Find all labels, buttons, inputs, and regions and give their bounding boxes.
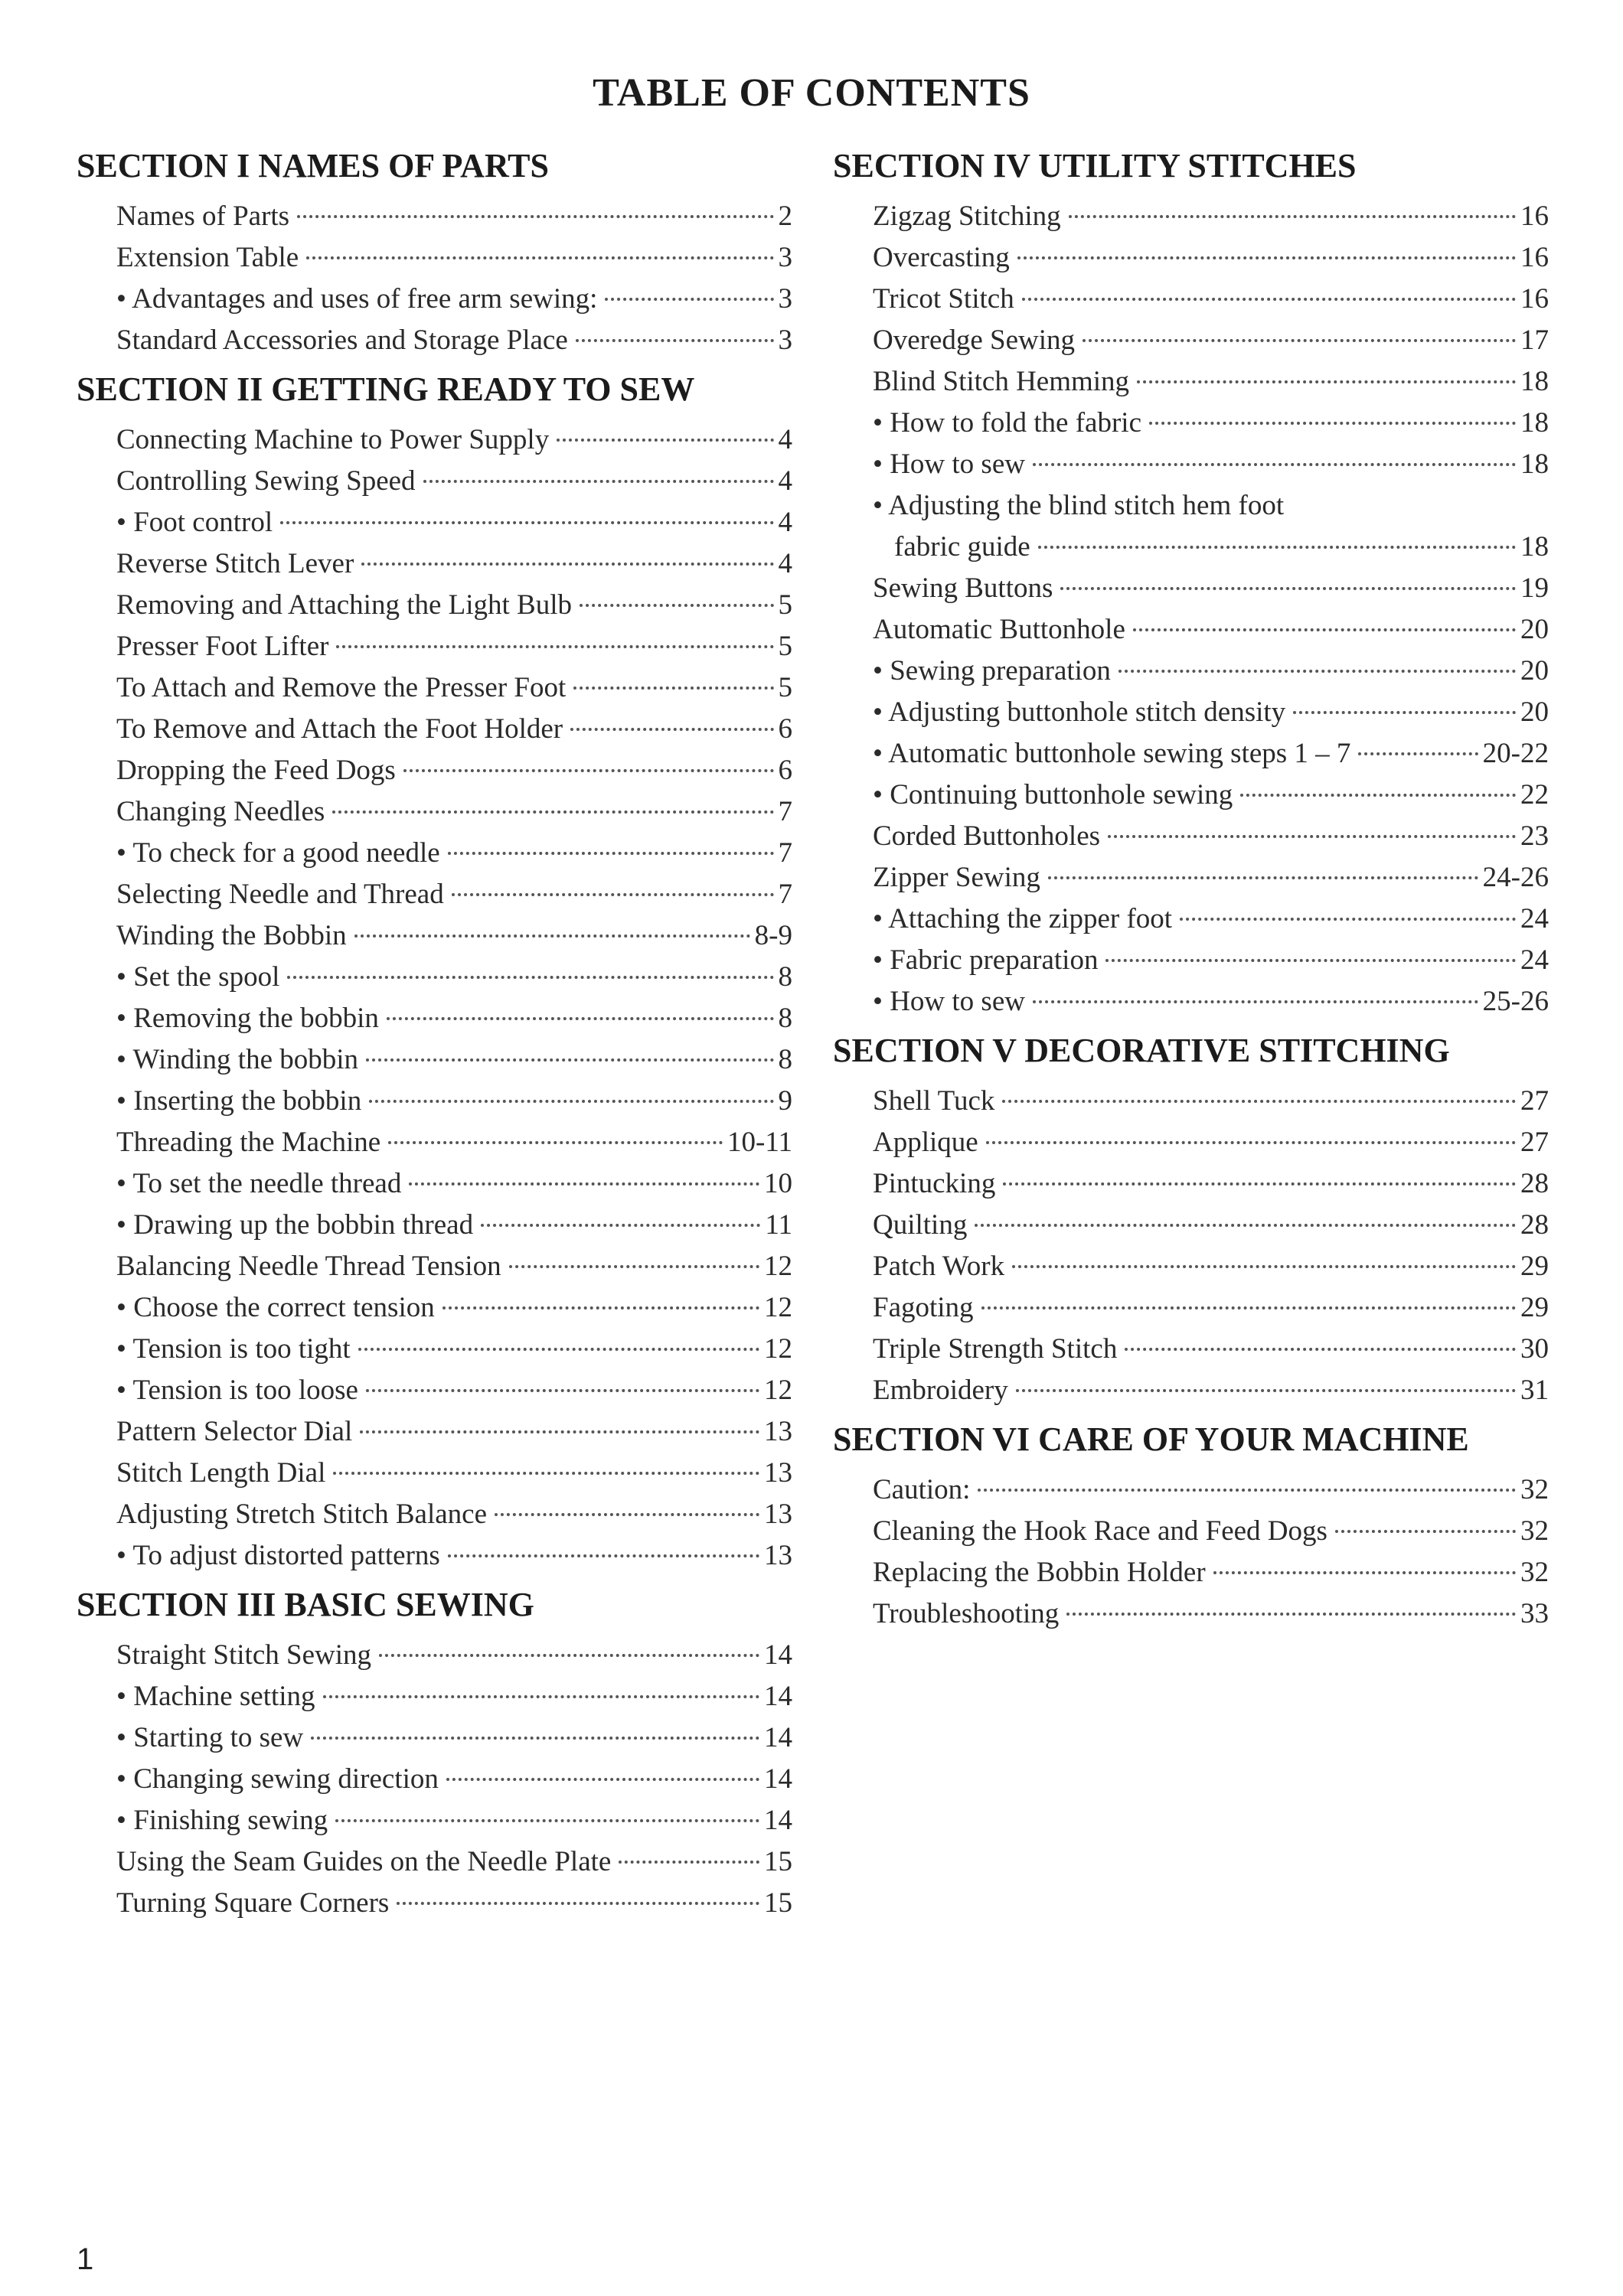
toc-entry[interactable] (77, 1759, 792, 1800)
toc-entry-page: 14 (764, 1763, 792, 1795)
dot-leader (1060, 587, 1516, 590)
dot-leader (1033, 1000, 1478, 1003)
toc-entry-page: 4 (778, 507, 792, 538)
toc-entry-label: Extension Table (116, 242, 299, 273)
page-title: TABLE OF CONTENTS (593, 71, 1030, 115)
toc-entry[interactable] (77, 1081, 792, 1122)
dot-leader (358, 1348, 759, 1351)
toc-entry-label: Patch Work (873, 1251, 1005, 1282)
toc-entry[interactable] (833, 1593, 1549, 1635)
toc-entry[interactable] (833, 1329, 1549, 1370)
toc-entry-label: Straight Stitch Sewing (116, 1639, 371, 1671)
dot-leader (1003, 1182, 1516, 1186)
toc-entry[interactable] (833, 1246, 1549, 1287)
toc-entry[interactable] (77, 1411, 792, 1453)
toc-entry-label: Standard Accessories and Storage Place (116, 325, 568, 356)
toc-entry-page: 32 (1520, 1515, 1549, 1547)
toc-entry[interactable] (833, 1081, 1549, 1122)
dot-leader (369, 1100, 773, 1103)
toc-entry-page: 5 (778, 631, 792, 662)
toc-entry[interactable] (77, 1535, 792, 1577)
dot-leader (409, 1182, 759, 1186)
toc-entry-label: Using the Seam Guides on the Needle Plate (116, 1846, 612, 1877)
toc-entry-label: Applique (873, 1127, 978, 1158)
toc-entry-label: Sewing Buttons (873, 572, 1053, 604)
dot-leader (306, 256, 773, 259)
toc-entry[interactable] (833, 1469, 1549, 1511)
toc-entry-label: Presser Foot Lifter (116, 631, 329, 662)
toc-entry-page: 27 (1520, 1085, 1549, 1117)
toc-entry-label: Pattern Selector Dial (116, 1416, 353, 1447)
toc-entry-page: 31 (1520, 1375, 1549, 1406)
toc-entry[interactable] (77, 1370, 792, 1411)
toc-entry[interactable] (77, 998, 792, 1039)
dot-leader (1002, 1100, 1516, 1103)
toc-entry-label: Blind Stitch Hemming (873, 366, 1130, 397)
toc-left-column (77, 145, 792, 1924)
toc-entry-label: Changing Needles (116, 796, 325, 827)
toc-entry[interactable] (833, 1511, 1549, 1552)
dot-leader (297, 215, 773, 218)
toc-entry-page: 3 (778, 325, 792, 356)
dot-leader (387, 1017, 774, 1020)
toc-entry-page: 29 (1520, 1251, 1549, 1282)
dot-leader (448, 852, 774, 855)
toc-entry-page: 20 (1520, 655, 1549, 687)
toc-entry[interactable] (77, 750, 792, 791)
toc-entry-page: 20 (1520, 614, 1549, 645)
toc-entry-page: 20-22 (1482, 738, 1549, 769)
toc-entry-label: • Changing sewing direction (116, 1763, 439, 1795)
toc-entry[interactable] (77, 1039, 792, 1081)
toc-entry-page: 32 (1520, 1557, 1549, 1588)
dot-leader (1335, 1530, 1516, 1533)
toc-entry-label: To Remove and Attach the Foot Holder (116, 713, 563, 745)
dot-leader (360, 1430, 759, 1433)
toc-entry-page: 8 (778, 1003, 792, 1034)
toc-entry[interactable] (833, 196, 1549, 237)
toc-entry-label: • Foot control (116, 507, 273, 538)
toc-entry-label: fabric guide (894, 531, 1030, 563)
toc-entry-label: Adjusting Stretch Stitch Balance (116, 1499, 487, 1530)
dot-leader (332, 810, 773, 814)
toc-entry-page: 4 (778, 465, 792, 497)
dot-leader (1358, 752, 1478, 755)
dot-leader (1066, 1613, 1516, 1616)
toc-entry[interactable] (833, 775, 1549, 816)
toc-entry[interactable] (833, 568, 1549, 609)
dot-leader (509, 1265, 759, 1268)
toc-entry[interactable] (77, 833, 792, 874)
toc-entry[interactable] (77, 1800, 792, 1841)
toc-entry-label: • How to fold the fabric (873, 407, 1141, 439)
toc-entry-label: Zigzag Stitching (873, 201, 1061, 232)
toc-entry-label: Automatic Buttonhole (873, 614, 1125, 645)
dot-leader (978, 1489, 1516, 1492)
dot-leader (1149, 422, 1516, 425)
toc-entry-page: 13 (764, 1499, 792, 1530)
dot-leader (1105, 959, 1516, 962)
toc-entry[interactable] (833, 1205, 1549, 1246)
dot-leader (397, 1902, 759, 1905)
toc-entry-label: Dropping the Feed Dogs (116, 755, 396, 786)
toc-entry-page: 16 (1520, 283, 1549, 315)
toc-entry[interactable] (77, 419, 792, 461)
toc-entry-label: Tricot Stitch (873, 283, 1014, 315)
section-heading: SECTION II GETTING READY TO SEW (77, 370, 695, 408)
dot-leader (1108, 835, 1516, 838)
toc-entry-label: • Drawing up the bobbin thread (116, 1209, 474, 1241)
dot-leader (1038, 546, 1516, 549)
toc-entry-page: 16 (1520, 201, 1549, 232)
dot-leader (1016, 1389, 1516, 1392)
toc-entry-label: • To set the needle thread (116, 1168, 402, 1199)
toc-entry-page: 10-11 (727, 1127, 792, 1158)
toc-entry-page: 32 (1520, 1474, 1549, 1505)
dot-leader (1180, 918, 1516, 921)
toc-entry-label: • Finishing sewing (116, 1805, 328, 1836)
toc-entry-label: • Adjusting the blind stitch hem foot (873, 490, 1285, 521)
toc-entry-label: • Tension is too tight (116, 1333, 351, 1365)
toc-entry[interactable] (77, 196, 792, 237)
toc-entry-page: 7 (778, 879, 792, 910)
toc-entry-label: • Advantages and uses of free arm sewing: (116, 283, 598, 315)
toc-entry[interactable] (77, 915, 792, 957)
toc-entry-page: 14 (764, 1722, 792, 1753)
toc-entry-label: • Machine setting (116, 1681, 315, 1712)
toc-entry-page: 4 (778, 548, 792, 579)
toc-entry-label: Triple Strength Stitch (873, 1333, 1118, 1365)
toc-entry-label: • Sewing preparation (873, 655, 1111, 687)
toc-entry-page: 15 (764, 1887, 792, 1919)
toc-entry-page: 15 (764, 1846, 792, 1877)
toc-entry-page: 14 (764, 1805, 792, 1836)
toc-entry[interactable] (833, 485, 1549, 527)
dot-leader (1118, 670, 1516, 673)
dot-leader (1012, 1265, 1516, 1268)
toc-entry-page: 12 (764, 1333, 792, 1365)
dot-leader (442, 1306, 759, 1309)
dot-leader (981, 1306, 1516, 1309)
toc-entry[interactable] (833, 361, 1549, 403)
toc-entry[interactable] (833, 444, 1549, 485)
toc-entry-label: • Inserting the bobbin (116, 1085, 362, 1117)
dot-leader (354, 934, 750, 938)
dot-leader (336, 645, 773, 648)
toc-entry-label: Embroidery (873, 1375, 1008, 1406)
toc-entry-page: 3 (778, 242, 792, 273)
toc-entry[interactable] (833, 609, 1549, 651)
dot-leader (619, 1861, 759, 1864)
toc-entry-page: 4 (778, 424, 792, 455)
toc-entry-page: 18 (1520, 407, 1549, 439)
toc-entry[interactable] (833, 1370, 1549, 1411)
toc-entry-page: 3 (778, 283, 792, 315)
toc-entry[interactable] (77, 461, 792, 502)
toc-entry[interactable] (77, 1329, 792, 1370)
toc-entry[interactable] (77, 1717, 792, 1759)
toc-entry-label: Balancing Needle Thread Tension (116, 1251, 501, 1282)
toc-entry-page: 19 (1520, 572, 1549, 604)
toc-entry-page: 8 (778, 1044, 792, 1075)
toc-entry[interactable] (833, 1287, 1549, 1329)
toc-entry[interactable] (77, 1122, 792, 1163)
toc-entry[interactable] (77, 1246, 792, 1287)
toc-entry[interactable] (833, 940, 1549, 981)
toc-entry[interactable] (833, 651, 1549, 692)
toc-entry-page: 17 (1520, 325, 1549, 356)
toc-entry[interactable] (833, 733, 1549, 775)
toc-entry-label: Replacing the Bobbin Holder (873, 1557, 1206, 1588)
toc-entry-page: 7 (778, 837, 792, 869)
toc-entry-page: 6 (778, 713, 792, 745)
toc-entry[interactable] (77, 1676, 792, 1717)
dot-leader (1083, 339, 1516, 342)
toc-entry[interactable] (77, 1841, 792, 1883)
toc-entry-label: Caution: (873, 1474, 971, 1505)
toc-entry[interactable] (77, 1205, 792, 1246)
toc-entry[interactable] (833, 899, 1549, 940)
dot-leader (287, 976, 773, 979)
toc-entry-page: 2 (778, 201, 792, 232)
dot-leader (1048, 876, 1478, 879)
toc-entry-page: 5 (778, 589, 792, 621)
toc-entry-page: 24 (1520, 903, 1549, 934)
toc-entry-label: Selecting Needle and Thread (116, 879, 444, 910)
toc-entry[interactable] (833, 857, 1549, 899)
dot-leader (333, 1472, 759, 1475)
toc-entry-label: To Attach and Remove the Presser Foot (116, 672, 567, 703)
toc-entry-label: Controlling Sewing Speed (116, 465, 416, 497)
toc-entry-label: • Winding the bobbin (116, 1044, 359, 1075)
toc-entry[interactable] (833, 1552, 1549, 1593)
dot-leader (1240, 794, 1516, 797)
dot-leader (1022, 298, 1516, 301)
dot-leader (452, 893, 774, 896)
toc-entry[interactable] (833, 981, 1549, 1022)
toc-entry-label: • Attaching the zipper foot (873, 903, 1173, 934)
dot-leader (570, 728, 773, 731)
toc-entry[interactable] (77, 1635, 792, 1676)
section-heading: SECTION IV UTILITY STITCHES (833, 147, 1357, 184)
dot-leader (576, 339, 774, 342)
toc-entry[interactable] (77, 626, 792, 667)
toc-entry[interactable] (77, 791, 792, 833)
toc-entry-label: • Continuing buttonhole sewing (873, 779, 1233, 810)
dot-leader (481, 1224, 760, 1227)
dot-leader (573, 687, 773, 690)
toc-entry-page: 27 (1520, 1127, 1549, 1158)
toc-entry-page: 24 (1520, 944, 1549, 976)
toc-entry-label: Corded Buttonholes (873, 820, 1101, 852)
toc-entry-label: • How to sew (873, 448, 1025, 480)
toc-entry[interactable] (833, 320, 1549, 361)
toc-entry-page: 10 (764, 1168, 792, 1199)
dot-leader (403, 769, 774, 772)
toc-entry[interactable] (77, 667, 792, 709)
toc-entry-label: • Set the spool (116, 961, 280, 993)
toc-entry-page: 20 (1520, 696, 1549, 728)
toc-entry[interactable] (833, 1122, 1549, 1163)
toc-entry-page: 13 (764, 1416, 792, 1447)
toc-entry-label: • Adjusting buttonhole stitch density (873, 696, 1286, 728)
dot-leader (1017, 256, 1516, 259)
dot-leader (557, 439, 773, 442)
toc-entry-page: 12 (764, 1292, 792, 1323)
toc-entry-page: 18 (1520, 531, 1549, 563)
toc-entry[interactable] (833, 527, 1549, 568)
dot-leader (366, 1389, 759, 1392)
toc-entry-page: 18 (1520, 366, 1549, 397)
toc-entry[interactable] (77, 1494, 792, 1535)
toc-entry-page: 6 (778, 755, 792, 786)
dot-leader (1213, 1571, 1516, 1574)
toc-entry[interactable] (833, 237, 1549, 279)
toc-entry[interactable] (77, 585, 792, 626)
dot-leader (446, 1778, 759, 1781)
toc-entry-label: Cleaning the Hook Race and Feed Dogs (873, 1515, 1327, 1547)
toc-entry[interactable] (833, 692, 1549, 733)
toc-entry-page: 28 (1520, 1209, 1549, 1241)
toc-entry-page: 8-9 (754, 920, 792, 951)
toc-entry[interactable] (77, 502, 792, 543)
toc-entry-page: 23 (1520, 820, 1549, 852)
section-heading: SECTION III BASIC SEWING (77, 1586, 534, 1623)
toc-entry[interactable] (77, 1883, 792, 1924)
toc-entry[interactable] (833, 1163, 1549, 1205)
toc-entry-label: • How to sew (873, 986, 1025, 1017)
toc-entry-page: 13 (764, 1540, 792, 1571)
dot-leader (1069, 215, 1516, 218)
toc-entry-page: 9 (778, 1085, 792, 1117)
toc-entry-label: • Removing the bobbin (116, 1003, 379, 1034)
toc-entry-label: Shell Tuck (873, 1085, 995, 1117)
toc-entry-page: 12 (764, 1251, 792, 1282)
toc-entry-label: • Starting to sew (116, 1722, 304, 1753)
section-heading: SECTION V DECORATIVE STITCHING (833, 1032, 1450, 1069)
toc-entry-label: Quilting (873, 1209, 968, 1241)
toc-entry-label: Stitch Length Dial (116, 1457, 326, 1489)
dot-leader (1137, 380, 1516, 383)
dot-leader (1293, 711, 1516, 714)
toc-entry-page: 13 (764, 1457, 792, 1489)
section-heading: SECTION VI CARE OF YOUR MACHINE (833, 1420, 1469, 1458)
toc-entry-page: 12 (764, 1375, 792, 1406)
dot-leader (1125, 1348, 1516, 1351)
toc-entry-label: • Tension is too loose (116, 1375, 358, 1406)
dot-leader (361, 563, 773, 566)
toc-entry[interactable] (77, 1453, 792, 1494)
toc-right-column (833, 145, 1549, 1635)
toc-entry[interactable] (833, 279, 1549, 320)
toc-entry-page: 25-26 (1482, 986, 1549, 1017)
toc-entry-label: Winding the Bobbin (116, 920, 347, 951)
toc-entry-page: 28 (1520, 1168, 1549, 1199)
toc-entry-page: 18 (1520, 448, 1549, 480)
toc-entry-label: • Choose the correct tension (116, 1292, 435, 1323)
dot-leader (580, 604, 773, 607)
toc-entry[interactable] (77, 957, 792, 998)
toc-entry-page: 14 (764, 1681, 792, 1712)
toc-entry-label: Reverse Stitch Lever (116, 548, 354, 579)
toc-entry-label: Names of Parts (116, 201, 290, 232)
toc-entry-label: Removing and Attaching the Light Bulb (116, 589, 573, 621)
section-heading: SECTION I NAMES OF PARTS (77, 147, 549, 184)
toc-entry[interactable] (833, 816, 1549, 857)
toc-entry-label: Fagoting (873, 1292, 974, 1323)
toc-entry-label: • Fabric preparation (873, 944, 1099, 976)
dot-leader (975, 1224, 1516, 1227)
dot-leader (366, 1058, 773, 1062)
toc-entry-page: 16 (1520, 242, 1549, 273)
toc-entry-page: 14 (764, 1639, 792, 1671)
toc-entry-label: Turning Square Corners (116, 1887, 390, 1919)
toc-entry-label: Troubleshooting (873, 1598, 1060, 1629)
toc-entry[interactable] (77, 1287, 792, 1329)
toc-entry-label: • Automatic buttonhole sewing steps 1 – 7 (873, 738, 1351, 769)
toc-entry-label: • To check for a good needle (116, 837, 440, 869)
toc-entry-label: Threading the Machine (116, 1127, 381, 1158)
toc-entry[interactable] (77, 237, 792, 279)
dot-leader (311, 1737, 759, 1740)
toc-entry-label: Connecting Machine to Power Supply (116, 424, 550, 455)
toc-entry-page: 22 (1520, 779, 1549, 810)
toc-entry-page: 5 (778, 672, 792, 703)
toc-entry-page: 29 (1520, 1292, 1549, 1323)
toc-entry[interactable] (77, 543, 792, 585)
toc-entry-page: 33 (1520, 1598, 1549, 1629)
dot-leader (280, 521, 773, 524)
toc-entry-label: • To adjust distorted patterns (116, 1540, 440, 1571)
toc-entry-page: 30 (1520, 1333, 1549, 1365)
toc-entry-label: Pintucking (873, 1168, 996, 1199)
dot-leader (1033, 463, 1516, 466)
toc-entry[interactable] (77, 279, 792, 320)
dot-leader (388, 1141, 723, 1144)
toc-entry[interactable] (77, 709, 792, 750)
footer-page-number: 1 (77, 2242, 94, 2276)
dot-leader (495, 1513, 759, 1516)
toc-entry[interactable] (77, 320, 792, 361)
toc-entry-label: Overedge Sewing (873, 325, 1076, 356)
dot-leader (1133, 628, 1516, 631)
toc-entry-label: Zipper Sewing (873, 862, 1040, 893)
toc-entry-page: 24-26 (1482, 862, 1549, 893)
dot-leader (323, 1695, 759, 1698)
toc-entry-page: 8 (778, 961, 792, 993)
toc-entry[interactable] (77, 1163, 792, 1205)
toc-entry-label: Overcasting (873, 242, 1010, 273)
dot-leader (605, 298, 773, 301)
dot-leader (379, 1654, 759, 1657)
toc-entry[interactable] (833, 403, 1549, 444)
toc-entry-page: 11 (765, 1209, 792, 1241)
dot-leader (423, 480, 774, 483)
dot-leader (335, 1819, 759, 1822)
toc-entry-page: 7 (778, 796, 792, 827)
dot-leader (986, 1141, 1516, 1144)
dot-leader (448, 1554, 759, 1557)
toc-entry[interactable] (77, 874, 792, 915)
